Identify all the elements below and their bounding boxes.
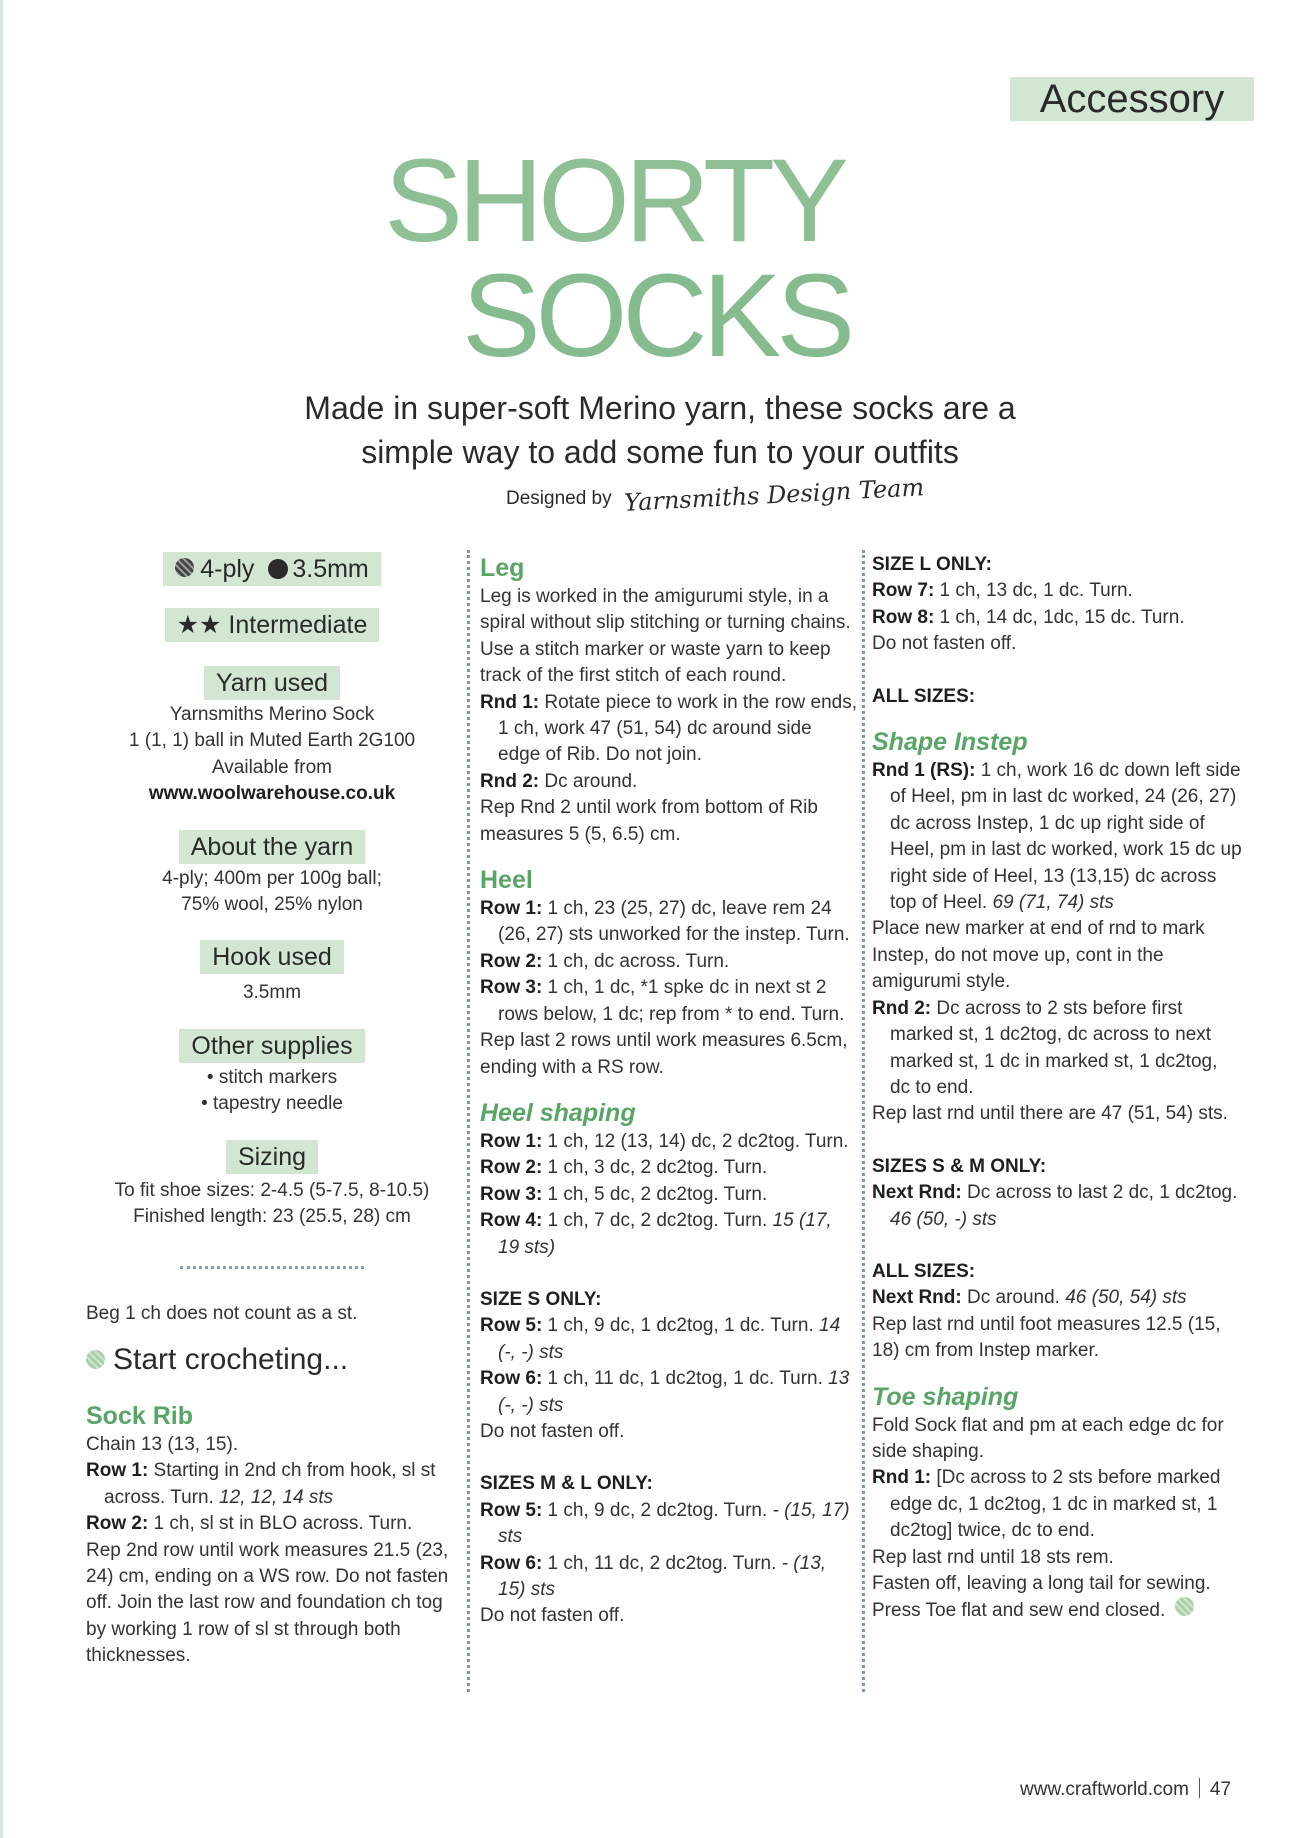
other-supplies-heading: Other supplies [179, 1029, 364, 1063]
yarn-url[interactable]: www.woolwarehouse.co.uk [148, 783, 396, 805]
shape-instep-heading: Shape Instep [872, 728, 1028, 757]
rib-instructions: Rep 2nd row until work measures 21.5 (23, 24) cm, ending on a WS row. Do not fasten off. Join the last row and foundation ch tog by working 1 row of sl st through both thicknesses. [86, 1539, 449, 1667]
instep-repeat: Rep last rnd until there are 47 (51, 54) sts. [872, 1103, 1228, 1125]
ml-row-5: Row 5: 1 ch, 9 dc, 2 dc2tog. Turn. - (15, 17) sts [480, 1499, 850, 1548]
size-l-heading: SIZE L ONLY: [872, 554, 993, 575]
yarn-availability: Available from [211, 756, 333, 778]
beg-ch-note: Beg 1 ch does not count as a st. [86, 1303, 358, 1325]
heel-row-2: Row 2: 1 ch, dc across. Turn. [480, 950, 730, 972]
instep-rnd-2: Rnd 2: Dc across to 2 sts before first marked st, 1 dc2tog, dc across to next marked st, 1 dc in marked st, 1 dc2tog, dc to end. [872, 997, 1218, 1098]
yarn-ball-icon [175, 558, 194, 577]
size-ml-heading: SIZES M & L ONLY: [480, 1473, 653, 1495]
all-sizes-heading-2: ALL SIZES: [872, 1260, 976, 1282]
sizes-sm-heading: SIZES S & M ONLY: [872, 1155, 1047, 1177]
about-yarn-line-1: 4-ply; 400m per 100g ball; [162, 867, 382, 889]
byline-prefix: Designed by [506, 488, 612, 509]
rib-chain: Chain 13 (13, 15). [86, 1433, 239, 1455]
hs-row-4: Row 4: 1 ch, 7 dc, 2 dc2tog. Turn. 15 (17, 19 sts) [480, 1210, 832, 1258]
instep-rnd-1: Rnd 1 (RS): 1 ch, work 16 dc down left side of Heel, pm in last dc worked, 24 (26, 27) dc across Instep, 1 dc up right side of Heel, pm in last dc worked, work 15 dc up right side of Heel, 13 (13,15) dc across top of Heel. 69 (71, 74) sts [872, 760, 1242, 914]
page-number: 47 [1209, 1779, 1232, 1800]
designer-name: Yarnsmiths Design Team [623, 473, 925, 517]
right-column [872, 552, 1242, 1625]
s-row-5: Row 5: 1 ch, 9 dc, 1 dc2tog, 1 dc. Turn. 14 (-, -) sts [480, 1315, 841, 1363]
yarn-ball-icon [86, 1350, 105, 1369]
s-fasten-note: Do not fasten off. [480, 1420, 625, 1442]
hook-icon [268, 559, 288, 579]
yarn-ball-icon [1175, 1597, 1194, 1616]
hs-row-3: Row 3: 1 ch, 5 dc, 2 dc2tog. Turn. [480, 1183, 768, 1205]
title-line-1: SHORTY [384, 135, 844, 267]
shoe-sizes: To fit shoe sizes: 2-4.5 (5-7.5, 8-10.5) [114, 1179, 430, 1201]
start-crocheting [86, 1340, 458, 1380]
subtitle-line-2: simple way to add some fun to your outfits [361, 434, 959, 470]
footer-url[interactable]: www.craftworld.com [1020, 1779, 1189, 1800]
leg-repeat: Rep Rnd 2 until work from bottom of Rib measures 5 (5, 6.5) cm. [480, 797, 818, 845]
weight-hook-badge [163, 552, 381, 586]
l-row-7: Row 7: 1 ch, 13 dc, 1 dc. Turn. [872, 580, 1133, 602]
rib-row-1: Row 1: Starting in 2nd ch from hook, sl st across. Turn. 12, 12, 14 sts [86, 1460, 436, 1508]
l-fasten-note: Do not fasten off. [872, 633, 1017, 655]
hs-row-1: Row 1: 1 ch, 12 (13, 14) dc, 2 dc2tog. Turn. [480, 1130, 849, 1152]
l-row-8: Row 8: 1 ch, 14 dc, 1dc, 15 dc. Turn. [872, 606, 1185, 628]
about-yarn-heading: About the yarn [179, 830, 366, 864]
leg-rnd-2: Rnd 2: Dc around. [480, 770, 638, 792]
weight-value: 4-ply [200, 555, 255, 583]
s-row-6: Row 6: 1 ch, 11 dc, 1 dc2tog, 1 dc. Turn. 13 (-, -) sts [480, 1368, 850, 1416]
toe-intro: Fold Sock flat and pm at each edge dc for side shaping. [872, 1414, 1224, 1462]
subtitle-line-1: Made in super-soft Merino yarn, these socks are a [304, 390, 1016, 426]
subtitle [200, 386, 1120, 474]
footer-separator [1199, 1778, 1200, 1798]
dotted-divider [180, 1266, 364, 1269]
sm-next-rnd: Next Rnd: Dc across to last 2 dc, 1 dc2tog. 46 (50, -) sts [872, 1182, 1238, 1230]
column-divider [862, 550, 865, 1692]
supply-item: • stitch markers [206, 1066, 338, 1088]
toe-press: Press Toe flat and sew end closed. [872, 1597, 1242, 1624]
leg-heading: Leg [480, 554, 525, 582]
size-s-heading: SIZE S ONLY: [480, 1288, 602, 1310]
sock-rib-heading: Sock Rib [86, 1401, 193, 1430]
rib-row-2: Row 2: 1 ch, sl st in BLO across. Turn. [86, 1513, 413, 1535]
title-line-2: SOCKS [461, 250, 851, 382]
page-footer [1020, 1778, 1231, 1801]
heel-shaping-heading: Heel shaping [480, 1098, 636, 1127]
toe-repeat: Rep last rnd until 18 sts rem. [872, 1546, 1114, 1568]
heel-row-3: Row 3: 1 ch, 1 dc, *1 spke dc in next st 2 rows below, 1 dc; rep from * to end. Turn. [480, 977, 845, 1025]
level-badge: ★★ Intermediate [165, 608, 380, 642]
yarn-name: Yarnsmiths Merino Sock [169, 704, 375, 725]
toe-fasten: Fasten off, leaving a long tail for sewing. [872, 1573, 1211, 1594]
heel-row-1: Row 1: 1 ch, 23 (25, 27) dc, leave rem 24 (26, 27) sts unworked for the instep. Turn. [480, 898, 850, 946]
middle-column [480, 552, 858, 1630]
hs-row-2: Row 2: 1 ch, 3 dc, 2 dc2tog. Turn. [480, 1157, 768, 1179]
about-yarn-line-2: 75% wool, 25% nylon [181, 894, 363, 916]
instep-marker-note: Place new marker at end of rnd to mark Instep, do not move up, cont in the amigurumi style. [872, 918, 1205, 993]
yarn-quantity: 1 (1, 1) ball in Muted Earth 2G100 [128, 730, 416, 752]
ml-fasten-note: Do not fasten off. [480, 1605, 625, 1627]
supply-item: • tapestry needle [201, 1093, 343, 1115]
yarn-used-heading: Yarn used [204, 666, 340, 700]
leg-rnd-1: Rnd 1: Rotate piece to work in the row ends, 1 ch, work 47 (51, 54) dc around side edge of Rib. Do not join. [480, 691, 857, 766]
foot-repeat: Rep last rnd until foot measures 12.5 (15, 18) cm from Instep marker. [872, 1313, 1221, 1362]
column-divider [467, 550, 470, 1692]
hook-size-value: 3.5mm [292, 555, 369, 583]
heel-repeat: Rep last 2 rows until work measures 6.5cm, ending with a RS row. [480, 1030, 848, 1078]
all-sizes-heading: ALL SIZES: [872, 685, 976, 707]
all-next-rnd: Next Rnd: Dc around. 46 (50, 54) sts [872, 1287, 1187, 1309]
start-crocheting-label: Start crocheting... [113, 1342, 349, 1376]
toe-shaping-heading: Toe shaping [872, 1382, 1019, 1411]
page-edge-strip [0, 0, 3, 1838]
toe-rnd-1: Rnd 1: [Dc across to 2 sts before marked edge dc, 1 dc2tog, 1 dc in marked st, 1 dc2tog] twice, dc to end. [872, 1467, 1221, 1542]
sidebar-column [86, 552, 458, 1670]
sizing-heading: Sizing [226, 1140, 318, 1174]
hook-used-heading: Hook used [200, 940, 344, 974]
finished-length: Finished length: 23 (25.5, 28) cm [133, 1206, 411, 1228]
hook-used-value: 3.5mm [242, 982, 302, 1004]
heel-heading: Heel [480, 866, 533, 895]
leg-intro: Leg is worked in the amigurumi style, in a spiral without slip stitching or turning chains. Use a stitch marker or waste yarn to keep track of the first stitch of each round. [480, 586, 851, 687]
ml-row-6: Row 6: 1 ch, 11 dc, 2 dc2tog. Turn. - (13, 15) sts [480, 1552, 827, 1600]
section-tag: Accessory [1010, 77, 1254, 121]
